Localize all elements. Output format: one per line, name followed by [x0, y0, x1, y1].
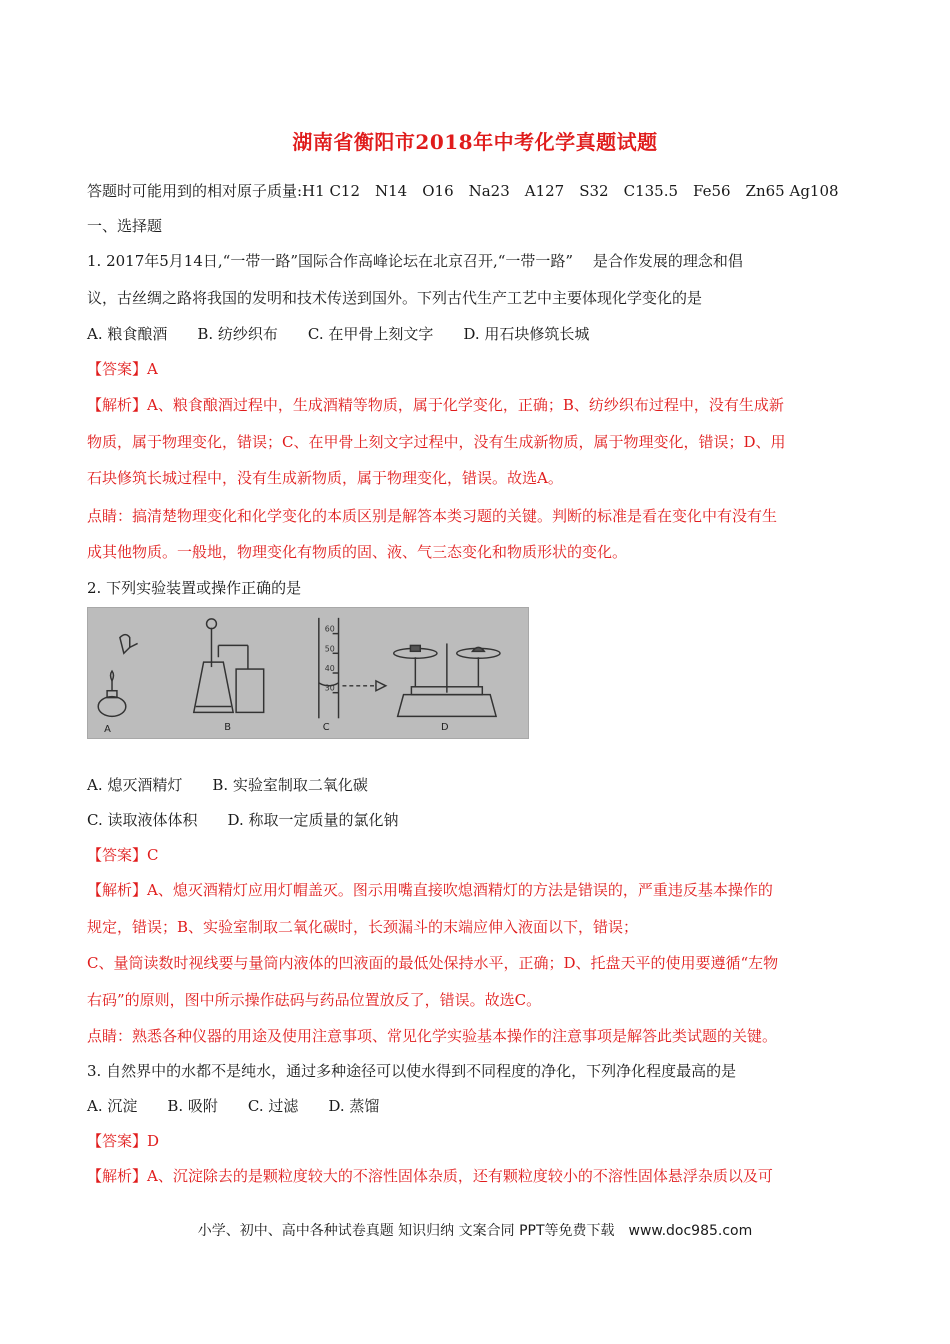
q2-analysis-tag: 【解析】	[87, 881, 148, 899]
q1-analysis-line2: 物质，属于物理变化，错误；C、在甲骨上刻文字过程中，没有生成新物质，属于物理变化，错误；D、用	[87, 433, 786, 451]
atomic-mass-note: 答题时可能用到的相对原子质量:H1 C12 N14 O16 Na23 A127 S32 C135.5 Fe56 Zn65 Ag108	[87, 182, 839, 200]
apparatus-a-alcohol-lamp	[98, 635, 137, 717]
q2-analysis-line3: C、量筒读数时视线要与量筒内液体的凹液面的最低处保持水平，正确；D、托盘天平的使用要遵循“左物	[87, 954, 779, 972]
q3-answer-tag: 【答案】	[87, 1132, 148, 1150]
q2-options-line2: C. 读取液体体积 D. 称取一定质量的氯化钠	[87, 811, 399, 829]
q1-options: A. 粮食酿酒 B. 纺纱织布 C. 在甲骨上刻文字 D. 用石块修筑长城	[87, 325, 590, 343]
q1-answer-tag: 【答案】	[87, 360, 148, 378]
q1-analysis-line1	[87, 395, 784, 415]
section-heading: 一、选择题	[87, 217, 163, 235]
q2-answer-tag: 【答案】	[87, 846, 148, 864]
figure-label-a: A	[104, 724, 111, 736]
page-footer: 小学、初中、高中各种试卷真题 知识归纳 文案合同 PPT等免费下载 www.doc985.com	[197, 1223, 753, 1239]
figure-label-d: D	[440, 722, 449, 734]
q1-tip-line1: 点睛：搞清楚物理变化和化学变化的本质区别是解答本类习题的关键。判断的标准是看在变化中有没有生	[87, 507, 778, 525]
page-title: 湖南省衡阳市2018年中考化学真题试题	[292, 130, 658, 154]
q2-analysis-line4: 右码”的原则，图中所示操作砝码与药品位置放反了，错误。故选C。	[87, 991, 542, 1009]
q3-options: A. 沉淀 B. 吸附 C. 过滤 D. 蒸馏	[87, 1097, 380, 1115]
q2-analysis-line1	[87, 880, 773, 900]
q3-analysis-tag: 【解析】	[87, 1167, 148, 1185]
cylinder-tick-50: 50	[324, 644, 335, 654]
apparatus-d-balance	[394, 643, 500, 716]
q2-answer	[87, 845, 159, 865]
q1-answer	[87, 359, 158, 379]
q1-analysis-text1: A、粮食酿酒过程中，生成酒精等物质，属于化学变化，正确；B、纺纱织布过程中，没有生成新	[147, 396, 784, 414]
cylinder-tick-60: 60	[324, 624, 335, 634]
cylinder-tick-40: 40	[324, 664, 335, 674]
cylinder-tick-30: 30	[324, 683, 335, 693]
q1-stem-line1: 1. 2017年5月14日,“一带一路”国际合作高峰论坛在北京召开,“一带一路” 是合作发展的理念和倡	[87, 252, 743, 270]
q1-analysis-line3: 石块修筑长城过程中，没有生成新物质，属于物理变化，错误。故选A。	[87, 469, 563, 487]
apparatus-drawing	[88, 608, 528, 738]
q2-analysis-text1: A、熄灭酒精灯应用灯帽盖灭。图示用嘴直接吹熄酒精灯的方法是错误的，严重违反基本操作的	[147, 881, 773, 899]
q2-apparatus-figure	[87, 607, 529, 739]
q1-answer-value: A	[147, 360, 158, 378]
q3-answer-value: D	[147, 1132, 160, 1150]
q3-analysis-line1	[87, 1166, 773, 1186]
q1-tip-line2: 成其他物质。一般地，物理变化有物质的固、液、气三态变化和物质形状的变化。	[87, 543, 628, 561]
apparatus-b-gas-generator	[194, 619, 264, 713]
q2-answer-value: C	[147, 846, 159, 864]
q2-options-line1: A. 熄灭酒精灯 B. 实验室制取二氧化碳	[87, 776, 368, 794]
q2-analysis-line2: 规定，错误；B、实验室制取二氧化碳时，长颈漏斗的末端应伸入液面以下，错误；	[87, 918, 639, 936]
figure-label-b: B	[224, 722, 232, 734]
q3-analysis-text1: A、沉淀除去的是颗粒度较大的不溶性固体杂质，还有颗粒度较小的不溶性固体悬浮杂质以及可	[147, 1167, 773, 1185]
q2-stem: 2. 下列实验装置或操作正确的是	[87, 579, 302, 597]
q3-answer	[87, 1131, 159, 1151]
q1-analysis-tag: 【解析】	[87, 396, 148, 414]
q1-stem-line2: 议，古丝绸之路将我国的发明和技术传送到国外。下列古代生产工艺中主要体现化学变化的是	[87, 289, 703, 307]
q3-stem: 3. 自然界中的水都不是纯水，通过多种途径可以使水得到不同程度的净化，下列净化程度最高的是	[87, 1062, 737, 1080]
q2-tip-line1: 点睛：熟悉各种仪器的用途及使用注意事项、常见化学实验基本操作的注意事项是解答此类试题的关键。	[87, 1027, 778, 1045]
figure-label-c: C	[322, 722, 330, 734]
